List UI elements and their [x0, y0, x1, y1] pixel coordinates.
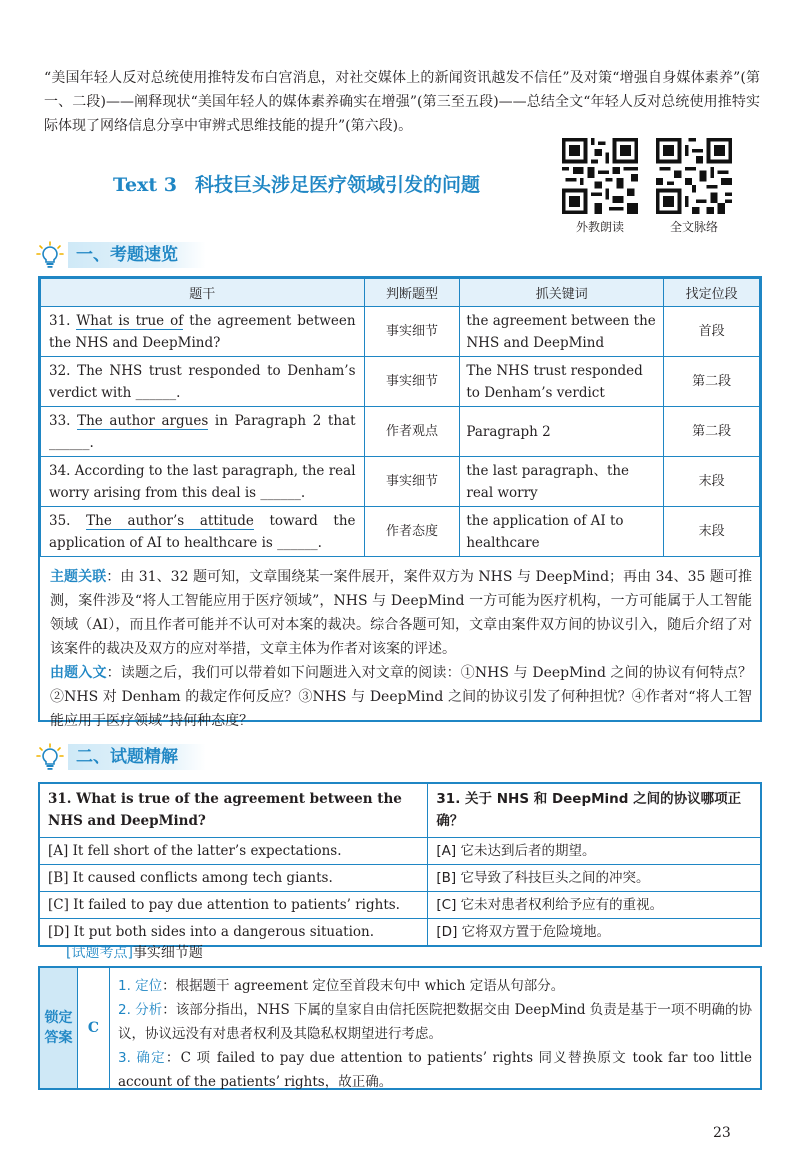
key-point-tag: [试题考点] — [66, 945, 133, 961]
text-title-zh: 科技巨头涉足医疗领域引发的问题 — [194, 174, 480, 196]
intro-paragraph: “美国年轻人反对总统使用推特发布白宫消息，对社交媒体上的新闻资讯越发不信任”及对策“增强自身媒体素养”(第一、二段)——阐释现状“美国年轻人的媒体素养确实在增强”(第三至五段)——总结全文“年轻人反对总统使用推特实际体现了网络信息分享中审辨式思维技能的提升”(第六段)。 — [44, 70, 760, 134]
section-header-explanation — [36, 742, 206, 772]
option-en: [D] It put both sides into a dangerous situation. — [39, 918, 428, 946]
lightbulb-icon — [36, 241, 64, 269]
step-locate: 1. 定位：根据题干 agreement 定位至首段末句中 which 定语从句部分。 — [118, 978, 565, 994]
entry-paragraph — [50, 661, 752, 733]
option-en: [C] It failed to pay due attention to patients’ rights. — [39, 891, 428, 918]
qr-label-reading: 外教朗读 — [575, 220, 624, 234]
answer-letter: C — [78, 968, 110, 1088]
type-cell: 事实细节 — [364, 357, 460, 407]
lightbulb-icon — [36, 743, 64, 771]
stem-zh: 31. 关于 NHS 和 DeepMind 之间的协议哪项正确？ — [428, 783, 761, 837]
qr-code-icon — [562, 138, 638, 214]
table-row — [41, 507, 760, 557]
entry-text: ：读题之后，我们可以带着如下问题进入对文章的阅读：①NHS 与 DeepMind 之间的协议有何特点？②NHS 对 Denham 的裁定作何反应？③NHS 与 DeepMind 之间的协议引发了何种担忧？④作者对“将人工智能应用于医疗领域”持何种态度？ — [50, 665, 752, 729]
table-row — [41, 307, 760, 357]
table-row — [41, 357, 760, 407]
question-cell: 32. The NHS trust responded to Denham’s verdict with ______. — [41, 357, 365, 407]
keyword-cell: the last paragraph、the real worry — [460, 457, 664, 507]
step-confirm: 3. 确定：C 项 failed to pay due attention to patients’ rights 同义替换原文 took far too little account of the patients’ rights，故正确。 — [118, 1050, 753, 1090]
option-zh: [B] 它导致了科技巨头之间的冲突。 — [428, 864, 761, 891]
keyword-cell: the agreement between the NHS and DeepMind — [460, 307, 664, 357]
answer-explanation — [110, 968, 760, 1088]
answer-box — [38, 966, 762, 1090]
option-zh: [D] 它将双方置于危险境地。 — [428, 918, 761, 946]
question-31-table — [38, 782, 762, 947]
entry-label: 由题入文 — [50, 665, 107, 681]
table-header-row — [41, 279, 760, 307]
locate-cell: 首段 — [664, 307, 760, 357]
section-title-explanation: 二、试题精解 — [68, 744, 206, 770]
text-title — [44, 170, 549, 197]
column-header: 题干 — [41, 279, 365, 307]
theme-label: 主题关联 — [50, 569, 107, 585]
locate-cell: 末段 — [664, 457, 760, 507]
stem-en: 31. What is true of the agreement between the NHS and DeepMind? — [39, 783, 428, 837]
type-cell: 事实细节 — [364, 307, 460, 357]
question-stem-row — [39, 783, 761, 837]
section-title-overview: 一、考题速览 — [68, 242, 206, 268]
option-row — [39, 891, 761, 918]
overview-box — [38, 276, 762, 729]
qr-label-outline: 全文脉络 — [669, 220, 718, 234]
option-zh: [C] 它未对患者权利给予应有的重视。 — [428, 891, 761, 918]
option-row — [39, 864, 761, 891]
qr-outline[interactable] — [652, 138, 736, 235]
section-header-overview — [36, 240, 206, 270]
key-point — [66, 942, 203, 962]
qr-reading[interactable] — [558, 138, 642, 235]
option-en: [A] It fell short of the latter’s expectations. — [39, 837, 428, 864]
option-row — [39, 837, 761, 864]
question-cell: 35. The author’s attitude toward the application of AI to healthcare is ______. — [41, 507, 365, 557]
type-cell: 作者态度 — [364, 507, 460, 557]
table-row — [41, 407, 760, 457]
locate-cell: 末段 — [664, 507, 760, 557]
locate-cell: 第二段 — [664, 407, 760, 457]
keyword-cell: Paragraph 2 — [460, 407, 664, 457]
theme-paragraph — [50, 565, 752, 661]
answer-label: 锁定答案 — [40, 968, 78, 1088]
qr-code-icon — [656, 138, 732, 214]
page-number: 23 — [713, 1125, 731, 1141]
column-header: 抓关键词 — [460, 279, 664, 307]
locate-cell: 第二段 — [664, 357, 760, 407]
theme-text: ：由 31、32 题可知，文章围绕某一案件展开，案件双方为 NHS 与 DeepMind；再由 34、35 题可推测，案件涉及“将人工智能应用于医疗领域”，NHS 与 DeepMind 一方可能为医疗机构，一方可能属于人工智能领域（AI），而且作者可能并不认可对本案的裁决。综合各题可知，文章由案件双方间的协议引入，随后介绍了对该案件的裁决及双方的应对举措，文章主体为作者对该案的评述。 — [50, 569, 752, 657]
option-zh: [A] 它未达到后者的期望。 — [428, 837, 761, 864]
key-point-text: 事实细节题 — [132, 945, 203, 961]
analysis-paragraphs — [40, 557, 760, 733]
text-title-en: Text 3 — [112, 174, 177, 196]
column-header: 判断题型 — [364, 279, 460, 307]
step-analyze: 2. 分析：该部分指出，NHS 下属的皇家自由信托医院把数据交由 DeepMind 负责是基于一项不明确的协议，协议远没有对患者权利及其隐私权期望进行考虑。 — [118, 1002, 752, 1042]
question-cell: 34. According to the last paragraph, the real worry arising from this deal is ______. — [41, 457, 365, 507]
column-header: 找定位段 — [664, 279, 760, 307]
keyword-cell: the application of AI to healthcare — [460, 507, 664, 557]
overview-table — [40, 278, 760, 557]
keyword-cell: The NHS trust responded to Denham’s verdict — [460, 357, 664, 407]
table-row — [41, 457, 760, 507]
type-cell: 作者观点 — [364, 407, 460, 457]
type-cell: 事实细节 — [364, 457, 460, 507]
question-cell: 31. What is true of the agreement between the NHS and DeepMind? — [41, 307, 365, 357]
option-en: [B] It caused conflicts among tech giants. — [39, 864, 428, 891]
question-cell: 33. The author argues in Paragraph 2 that ______. — [41, 407, 365, 457]
